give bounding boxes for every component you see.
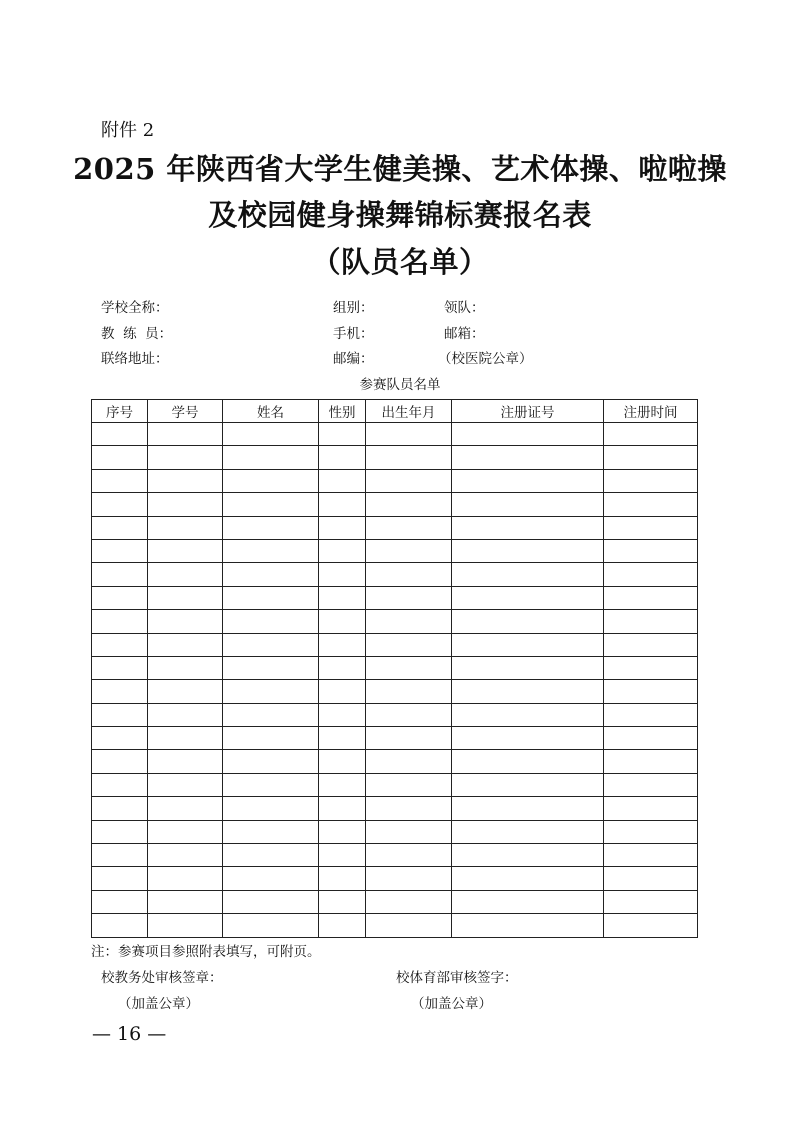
table-cell[interactable]: [366, 516, 452, 539]
table-cell[interactable]: [319, 516, 366, 539]
table-cell[interactable]: [604, 656, 698, 679]
table-cell[interactable]: [223, 844, 319, 867]
table-cell[interactable]: [92, 656, 148, 679]
table-cell[interactable]: [604, 867, 698, 890]
table-row: [92, 493, 698, 516]
table-cell[interactable]: [223, 563, 319, 586]
table-cell[interactable]: [148, 820, 223, 843]
table-cell[interactable]: [92, 586, 148, 609]
table-cell[interactable]: [319, 539, 366, 562]
table-cell[interactable]: [319, 750, 366, 773]
table-cell[interactable]: [319, 703, 366, 726]
table-cell[interactable]: [319, 446, 366, 469]
table-cell[interactable]: [604, 844, 698, 867]
table-cell[interactable]: [452, 914, 604, 937]
col-header-reg-time: 注册时间: [604, 400, 698, 423]
table-cell[interactable]: [148, 493, 223, 516]
table-cell[interactable]: [148, 914, 223, 937]
table-cell[interactable]: [148, 750, 223, 773]
table-cell[interactable]: [452, 563, 604, 586]
pe-department-signature: 校体育部审核签字：: [396, 970, 518, 986]
table-cell[interactable]: [604, 680, 698, 703]
table-cell[interactable]: [366, 890, 452, 913]
table-row: [92, 610, 698, 633]
table-cell[interactable]: [452, 539, 604, 562]
table-cell[interactable]: [223, 750, 319, 773]
table-cell[interactable]: [366, 539, 452, 562]
table-cell[interactable]: [92, 610, 148, 633]
table-cell[interactable]: [148, 469, 223, 492]
table-row: [92, 656, 698, 679]
table-cell[interactable]: [452, 516, 604, 539]
table-cell[interactable]: [366, 867, 452, 890]
table-cell[interactable]: [319, 656, 366, 679]
table-cell[interactable]: [319, 727, 366, 750]
email-field: 邮箱：: [444, 326, 485, 342]
table-cell[interactable]: [223, 469, 319, 492]
table-cell[interactable]: [92, 867, 148, 890]
table-cell[interactable]: [92, 890, 148, 913]
table-cell[interactable]: [452, 703, 604, 726]
table-cell[interactable]: [366, 563, 452, 586]
table-row: [92, 844, 698, 867]
table-row: [92, 423, 698, 446]
table-cell[interactable]: [223, 727, 319, 750]
academic-office-signature: 校教务处审核签章：: [101, 970, 223, 986]
table-cell[interactable]: [223, 633, 319, 656]
table-cell[interactable]: [223, 890, 319, 913]
table-row: [92, 914, 698, 937]
table-cell[interactable]: [366, 914, 452, 937]
table-cell[interactable]: [604, 750, 698, 773]
coach-field: 教 练 员：: [101, 326, 173, 342]
table-cell[interactable]: [452, 633, 604, 656]
table-cell[interactable]: [92, 820, 148, 843]
table-cell[interactable]: [92, 563, 148, 586]
table-row: [92, 633, 698, 656]
table-cell[interactable]: [452, 656, 604, 679]
table-cell[interactable]: [223, 586, 319, 609]
table-cell[interactable]: [148, 797, 223, 820]
table-cell[interactable]: [452, 680, 604, 703]
table-cell[interactable]: [148, 867, 223, 890]
academic-office-seal: （加盖公章）: [118, 996, 199, 1012]
table-cell[interactable]: [366, 423, 452, 446]
table-cell[interactable]: [319, 890, 366, 913]
table-cell[interactable]: [223, 656, 319, 679]
table-cell[interactable]: [604, 703, 698, 726]
table-cell[interactable]: [604, 423, 698, 446]
page-number: — 16 —: [92, 1023, 167, 1045]
table-cell[interactable]: [604, 797, 698, 820]
table-cell[interactable]: [319, 797, 366, 820]
table-cell[interactable]: [92, 539, 148, 562]
table-cell[interactable]: [366, 727, 452, 750]
roster-table: [91, 399, 698, 938]
table-cell[interactable]: [366, 493, 452, 516]
table-cell[interactable]: [148, 446, 223, 469]
table-cell[interactable]: [452, 586, 604, 609]
table-caption: 参赛队员名单: [359, 377, 441, 393]
table-cell[interactable]: [92, 680, 148, 703]
table-cell[interactable]: [319, 773, 366, 796]
table-cell[interactable]: [223, 516, 319, 539]
table-cell[interactable]: [604, 727, 698, 750]
table-cell[interactable]: [319, 867, 366, 890]
col-header-name: 姓名: [223, 400, 319, 423]
table-cell[interactable]: [604, 586, 698, 609]
table-cell[interactable]: [223, 539, 319, 562]
table-cell[interactable]: [366, 680, 452, 703]
table-cell[interactable]: [366, 469, 452, 492]
table-cell[interactable]: [223, 797, 319, 820]
school-name-field: 学校全称：: [101, 300, 169, 316]
table-cell[interactable]: [366, 656, 452, 679]
table-cell[interactable]: [148, 539, 223, 562]
table-cell[interactable]: [366, 633, 452, 656]
table-cell[interactable]: [148, 633, 223, 656]
phone-field: 手机：: [333, 326, 374, 342]
table-cell[interactable]: [452, 890, 604, 913]
col-header-student-id: 学号: [148, 400, 223, 423]
group-field: 组别：: [333, 300, 374, 316]
table-cell[interactable]: [604, 446, 698, 469]
table-cell[interactable]: [319, 563, 366, 586]
table-cell[interactable]: [604, 773, 698, 796]
table-cell[interactable]: [148, 703, 223, 726]
attachment-label: 附件 2: [101, 120, 155, 141]
table-row: [92, 563, 698, 586]
table-cell[interactable]: [319, 844, 366, 867]
table-cell[interactable]: [452, 610, 604, 633]
table-cell[interactable]: [148, 586, 223, 609]
col-header-gender: 性别: [319, 400, 366, 423]
title-line-2: 及校园健身操舞锦标赛报名表: [208, 198, 592, 232]
table-cell[interactable]: [148, 680, 223, 703]
table-cell[interactable]: [452, 820, 604, 843]
table-row: [92, 446, 698, 469]
table-cell[interactable]: [223, 610, 319, 633]
table-cell[interactable]: [92, 844, 148, 867]
table-cell[interactable]: [366, 820, 452, 843]
table-cell[interactable]: [223, 446, 319, 469]
table-row: [92, 797, 698, 820]
table-cell[interactable]: [223, 680, 319, 703]
table-cell[interactable]: [452, 423, 604, 446]
table-cell[interactable]: [148, 656, 223, 679]
table-cell[interactable]: [452, 727, 604, 750]
table-row: [92, 820, 698, 843]
table-cell[interactable]: [92, 727, 148, 750]
table-cell[interactable]: [604, 516, 698, 539]
table-cell[interactable]: [604, 539, 698, 562]
table-cell[interactable]: [148, 773, 223, 796]
table-cell[interactable]: [452, 493, 604, 516]
table-header-row: [92, 400, 698, 423]
table-cell[interactable]: [319, 493, 366, 516]
table-cell[interactable]: [92, 446, 148, 469]
table-cell[interactable]: [452, 469, 604, 492]
table-row: [92, 773, 698, 796]
table-cell[interactable]: [92, 493, 148, 516]
table-cell[interactable]: [604, 890, 698, 913]
table-row: [92, 539, 698, 562]
table-cell[interactable]: [366, 773, 452, 796]
table-cell[interactable]: [366, 844, 452, 867]
table-cell[interactable]: [223, 423, 319, 446]
table-cell[interactable]: [92, 797, 148, 820]
table-cell[interactable]: [148, 610, 223, 633]
leader-field: 领队：: [444, 300, 485, 316]
table-cell[interactable]: [92, 516, 148, 539]
table-row: [92, 727, 698, 750]
table-cell[interactable]: [223, 914, 319, 937]
table-row: [92, 867, 698, 890]
table-cell[interactable]: [92, 703, 148, 726]
table-cell[interactable]: [92, 633, 148, 656]
table-cell[interactable]: [148, 423, 223, 446]
table-cell[interactable]: [223, 820, 319, 843]
table-row: [92, 680, 698, 703]
pe-department-seal: （加盖公章）: [411, 996, 492, 1012]
title-line-3: （队员名单）: [311, 245, 489, 279]
table-cell[interactable]: [92, 469, 148, 492]
table-cell[interactable]: [452, 750, 604, 773]
table-cell[interactable]: [604, 493, 698, 516]
table-cell[interactable]: [366, 586, 452, 609]
table-cell[interactable]: [148, 563, 223, 586]
table-cell[interactable]: [604, 469, 698, 492]
seal-note: （校医院公章）: [438, 351, 533, 367]
table-cell[interactable]: [319, 423, 366, 446]
table-cell[interactable]: [148, 516, 223, 539]
table-cell[interactable]: [92, 750, 148, 773]
table-cell[interactable]: [319, 680, 366, 703]
col-header-birth: 出生年月: [366, 400, 452, 423]
table-row: [92, 750, 698, 773]
table-cell[interactable]: [452, 446, 604, 469]
table-cell[interactable]: [452, 797, 604, 820]
table-cell[interactable]: [319, 820, 366, 843]
table-note: 注：参赛项目参照附表填写，可附页。: [91, 944, 321, 960]
table-cell[interactable]: [223, 703, 319, 726]
table-cell[interactable]: [148, 727, 223, 750]
table-cell[interactable]: [366, 703, 452, 726]
table-cell[interactable]: [223, 493, 319, 516]
table-cell[interactable]: [148, 844, 223, 867]
table-cell[interactable]: [148, 890, 223, 913]
table-cell[interactable]: [604, 563, 698, 586]
table-cell[interactable]: [366, 750, 452, 773]
table-cell[interactable]: [92, 773, 148, 796]
col-header-reg-no: 注册证号: [452, 400, 604, 423]
table-cell[interactable]: [452, 867, 604, 890]
table-cell[interactable]: [319, 586, 366, 609]
table-row: [92, 890, 698, 913]
table-cell[interactable]: [604, 914, 698, 937]
title-line-1: 2025 年陕西省大学生健美操、艺术体操、啦啦操: [73, 152, 727, 186]
table-cell[interactable]: [604, 633, 698, 656]
table-cell[interactable]: [319, 610, 366, 633]
table-cell[interactable]: [604, 820, 698, 843]
table-cell[interactable]: [92, 914, 148, 937]
table-cell[interactable]: [319, 469, 366, 492]
table-cell[interactable]: [319, 633, 366, 656]
table-cell[interactable]: [604, 610, 698, 633]
table-cell[interactable]: [452, 844, 604, 867]
address-field: 联络地址：: [101, 351, 169, 367]
table-row: [92, 703, 698, 726]
table-cell[interactable]: [366, 446, 452, 469]
table-row: [92, 516, 698, 539]
col-header-index: 序号: [92, 400, 148, 423]
table-cell[interactable]: [92, 423, 148, 446]
table-cell[interactable]: [223, 867, 319, 890]
table-cell[interactable]: [223, 773, 319, 796]
table-cell[interactable]: [319, 914, 366, 937]
table-cell[interactable]: [366, 797, 452, 820]
table-row: [92, 469, 698, 492]
table-row: [92, 586, 698, 609]
table-cell[interactable]: [452, 773, 604, 796]
postcode-field: 邮编：: [333, 351, 374, 367]
table-cell[interactable]: [366, 610, 452, 633]
